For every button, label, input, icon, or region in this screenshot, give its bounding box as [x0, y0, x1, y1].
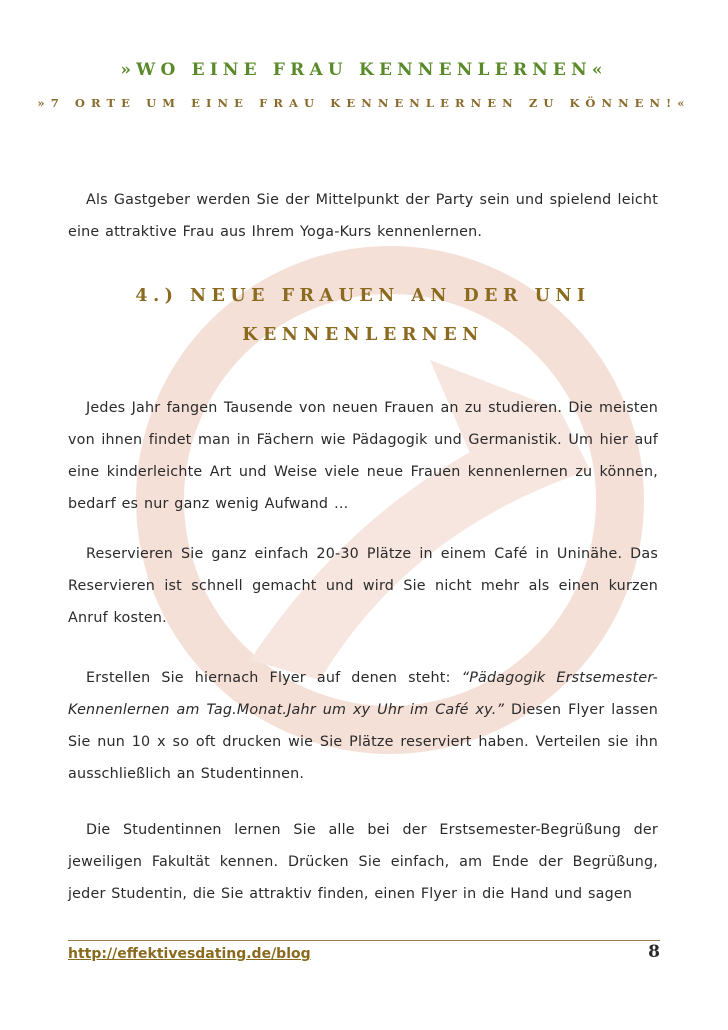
- paragraph-3-rest: Diesen Flyer lassen Sie nun 10 x so oft drucken wie Sie Plätze reserviert haben. Verteilen sie ihn ausschließlich an Studentinnen.: [68, 702, 658, 782]
- paragraph-1: Jedes Jahr fangen Tausende von neuen Frauen an zu studieren. Die meisten von ihnen findet man in Fächern wie Pädagogik und Germanistik. Um hier auf eine kinderleichte Art und Weise viele neue Frauen kennenlernen zu können, bedarf es nur ganz wenig Aufwand …: [68, 400, 658, 512]
- section-title-line2: KENNENLERNEN: [242, 325, 484, 345]
- page-number: 8: [648, 942, 660, 962]
- intro-paragraph: Als Gastgeber werden Sie der Mittelpunkt der Party sein und spielend leicht eine attraktive Frau aus Ihrem Yoga-Kurs kennenlernen.: [68, 192, 658, 240]
- document-title: »WO EINE FRAU KENNENLERNEN«: [120, 60, 608, 80]
- footer-blog-link[interactable]: http://effektivesdating.de/blog: [68, 946, 311, 962]
- document-subtitle: »7 ORTE UM EINE FRAU KENNENLERNEN ZU KÖNNEN!«: [37, 96, 691, 110]
- flyer-quote: “Pädagogik Erstsemester-Kennenlernen am Tag.Monat.Jahr um xy Uhr im Café xy.”: [68, 670, 658, 718]
- paragraph-2: Reservieren Sie ganz einfach 20-30 Plätze in einem Café in Uninähe. Das Reservieren ist schnell gemacht und wird Sie nicht mehr als einen kurzen Anruf kosten.: [68, 546, 658, 626]
- footer-divider: [68, 940, 660, 941]
- paragraph-4: Die Studentinnen lernen Sie alle bei der Erstsemester-Begrüßung der jeweiligen Fakultät kennen. Drücken Sie einfach, am Ende der Begrüßung, jeder Studentin, die Sie attraktiv finden, einen Flyer in die Hand und sagen: [68, 822, 658, 902]
- paragraph-3: [68, 662, 658, 790]
- paragraph-3-lead: Erstellen Sie hiernach Flyer auf denen steht:: [86, 670, 462, 686]
- section-title-line1: 4.) NEUE FRAUEN AN DER UNI: [135, 286, 591, 306]
